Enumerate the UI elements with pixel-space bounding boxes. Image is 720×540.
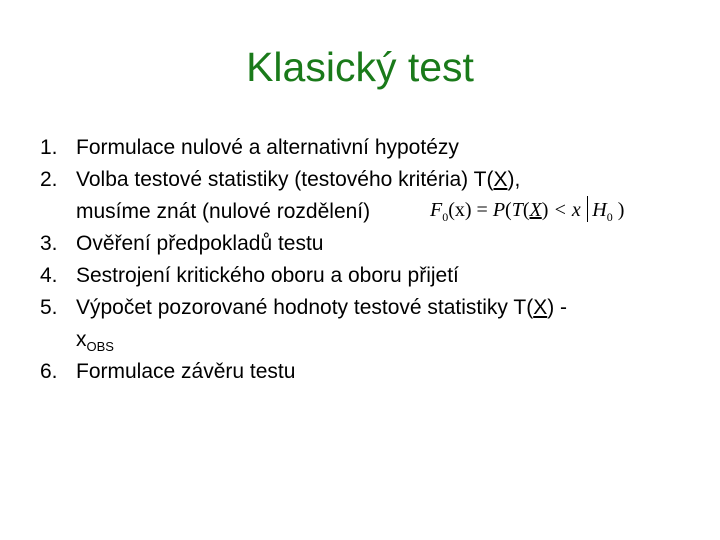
list-text: Formulace nulové a alternativní hypotézy [76,136,459,159]
list-item-3 [0,228,720,260]
list-item-2 [0,164,720,196]
list-text-continuation: $x_{OBS}$ [76,328,114,354]
list-item-5-continuation [0,324,720,356]
list-text: Formulace závěru testu [76,360,296,383]
numbered-list [0,132,720,432]
list-text: Ověření předpokladů testu [76,232,324,255]
list-text: Výpočet pozorované hodnoty testové statistiky T(X) - [76,296,568,319]
list-number: 2. [40,168,58,191]
random-vector-x: X [533,296,548,319]
null-distribution-formula: $F_0(x) = P(T(X) < x$ $H_0$ ) [430,196,624,231]
slide-title: Klasický test [246,44,474,90]
list-text: Sestrojení kritického oboru a oboru přijetí [76,264,459,287]
list-item-1 [0,132,720,164]
list-number: 4. [40,264,58,287]
random-vector-x: X [493,168,508,191]
list-text-continuation: musíme znát (nulové rozdělení) [76,200,371,223]
list-number: 1. [40,136,58,159]
list-item-5 [0,292,720,324]
list-number: 5. [40,296,58,319]
conditional-bar [587,196,589,222]
list-text: Volba testové statistiky (testového kritéria) T(X), [76,168,521,191]
list-number: 3. [40,232,58,255]
list-number: 6. [40,360,58,383]
list-item-6 [0,356,720,388]
list-item-4 [0,260,720,292]
